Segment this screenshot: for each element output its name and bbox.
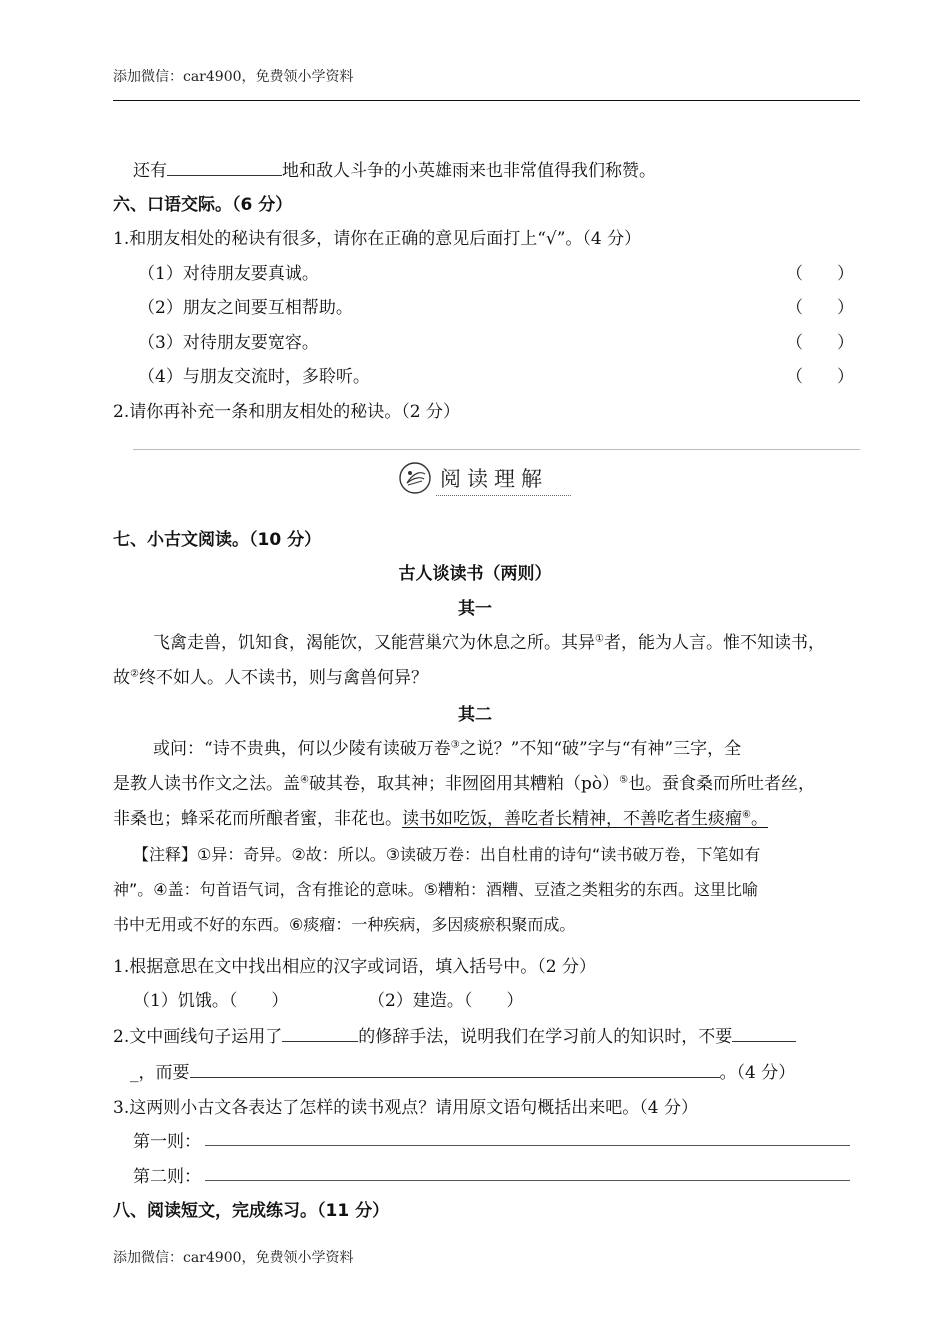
footnote-mark-5: ⑤	[619, 774, 629, 786]
option-4-text: （4）与朋友交流时，多聆听。	[138, 367, 370, 387]
section7-q1: 1.根据意思在文中找出相应的汉字或词语，填入括号中。（2 分）	[113, 957, 596, 977]
page-header: 添加微信：car4900，免费领小学资料	[113, 69, 354, 85]
underlined-sentence-end: 。	[750, 809, 768, 829]
part1-title: 其一	[458, 599, 492, 619]
notes-line2: 神”。④盖：句首语气词，含有推论的意味。⑤糟粕：酒糟、豆渣之类粗劣的东西。这里比喻	[113, 880, 758, 899]
section7-q2-line2-b: 。（4 分）	[719, 1063, 796, 1083]
part2-line2-b: 破其卷，取其神；非囫囵用其糟粕（pò）	[308, 774, 620, 794]
underlined-sentence	[402, 809, 768, 829]
section7-q2-line2-a: _，而要	[130, 1063, 190, 1083]
not-to-blank[interactable]	[732, 1027, 796, 1042]
fill-blank[interactable]	[167, 161, 282, 176]
section6-q1: 1.和朋友相处的秘诀有很多，请你在正确的意见后面打上“√”。（4 分）	[113, 229, 642, 249]
part2-line2-a: 是教人读书作文之法。盖	[113, 774, 300, 794]
banner-title: 阅读理解	[440, 467, 548, 491]
rhetoric-blank[interactable]	[282, 1027, 358, 1042]
section7-q3-a-label: 第一则：	[133, 1132, 201, 1152]
option-2-text: （2）朋友之间要互相帮助。	[138, 298, 353, 318]
section7-q1-b[interactable]: （2）建造。（ ）	[368, 991, 524, 1011]
page-footer: 添加微信：car4900，免费领小学资料	[113, 1250, 354, 1266]
footnote-mark-3: ③	[450, 739, 460, 751]
underlined-sentence-text: 读书如吃饭，善吃者长精神，不善吃者生痰瘤	[402, 809, 742, 829]
part2-line2-c: 也。蚕食桑而所吐者丝，	[628, 774, 816, 794]
notes-line1: 【注释】①异：奇异。②故：所以。③读破万卷：出自杜甫的诗句“读书破万卷，下笔如有	[133, 845, 761, 864]
header-rule	[113, 100, 860, 101]
passage-title: 古人谈读书（两则）	[398, 564, 552, 584]
section7-q3-b-label: 第二则：	[133, 1167, 201, 1187]
answer-line-q2[interactable]	[133, 449, 860, 450]
part1-line2-b: 终不如人。人不读书，则与禽兽何异？	[138, 668, 428, 688]
section7-q2-line1	[113, 1022, 796, 1047]
option-3-text: （3）对待朋友要宽容。	[138, 333, 319, 353]
section8-title: 八、阅读短文，完成练习。（11 分）	[113, 1201, 390, 1221]
part2-line2	[113, 769, 815, 794]
book-icon	[398, 461, 432, 495]
part1-line1	[153, 628, 825, 653]
fill-sentence-prefix: 还有	[133, 161, 167, 181]
section7-q1-a[interactable]: （1）饥饿。（ ）	[133, 991, 289, 1011]
part1-line2	[113, 663, 428, 688]
section7-q2-middle: 的修辞手法，说明我们在学习前人的知识时，不要	[358, 1027, 733, 1047]
option-3-answer-box[interactable]: （ ）	[786, 333, 854, 353]
part1-line1-a: 飞禽走兽，饥知食，渴能饮，又能营巢穴为休息之所。其异	[153, 633, 595, 653]
fill-sentence-suffix: 地和敌人斗争的小英雄雨来也非常值得我们称赞。	[282, 161, 656, 181]
section7-q2-prefix: 2.文中画线句子运用了	[113, 1027, 283, 1047]
part2-line3-a: 非桑也；蜂采花而所酿者蜜，非花也。	[113, 809, 402, 829]
option-2-answer-box[interactable]: （ ）	[786, 298, 854, 318]
banner-underline	[436, 495, 571, 496]
option-1-text: （1）对待朋友要真诚。	[138, 264, 319, 284]
footnote-mark-2: ②	[130, 668, 139, 680]
part2-line1	[153, 734, 741, 759]
option-1-answer-box[interactable]: （ ）	[786, 264, 854, 284]
answer-line-second[interactable]	[205, 1180, 850, 1181]
section6-title: 六、口语交际。（6 分）	[113, 195, 293, 215]
part1-line1-b: 者，能为人言。惟不知读书，	[603, 633, 825, 653]
section6-q2: 2.请你再补充一条和朋友相处的秘诀。（2 分）	[113, 402, 460, 422]
section7-q2-line2	[130, 1058, 795, 1083]
section7-q3: 3.这两则小古文各表达了怎样的读书观点？请用原文语句概括出来吧。（4 分）	[113, 1098, 698, 1118]
part1-line2-a: 故	[113, 668, 130, 688]
footnote-mark-4: ④	[300, 774, 309, 786]
part2-line1-b: 之说？”不知“破”字与“有神”三字，全	[459, 739, 742, 759]
answer-line-first[interactable]	[205, 1145, 850, 1146]
should-blank[interactable]	[190, 1063, 720, 1078]
option-4-answer-box[interactable]: （ ）	[786, 367, 854, 387]
footnote-mark-6: ⑥	[742, 809, 751, 821]
section7-title: 七、小古文阅读。（10 分）	[113, 530, 322, 550]
part2-title: 其二	[458, 705, 492, 725]
part2-line3	[113, 804, 768, 829]
notes-line3: 书中无用或不好的东西。⑥痰瘤：一种疾病，多因痰瘀积聚而成。	[113, 915, 576, 934]
part2-line1-a: 或问：“诗不贵典，何以少陵有读破万卷	[153, 739, 451, 759]
footnote-mark-1: ①	[595, 633, 604, 645]
fill-sentence	[133, 156, 656, 181]
